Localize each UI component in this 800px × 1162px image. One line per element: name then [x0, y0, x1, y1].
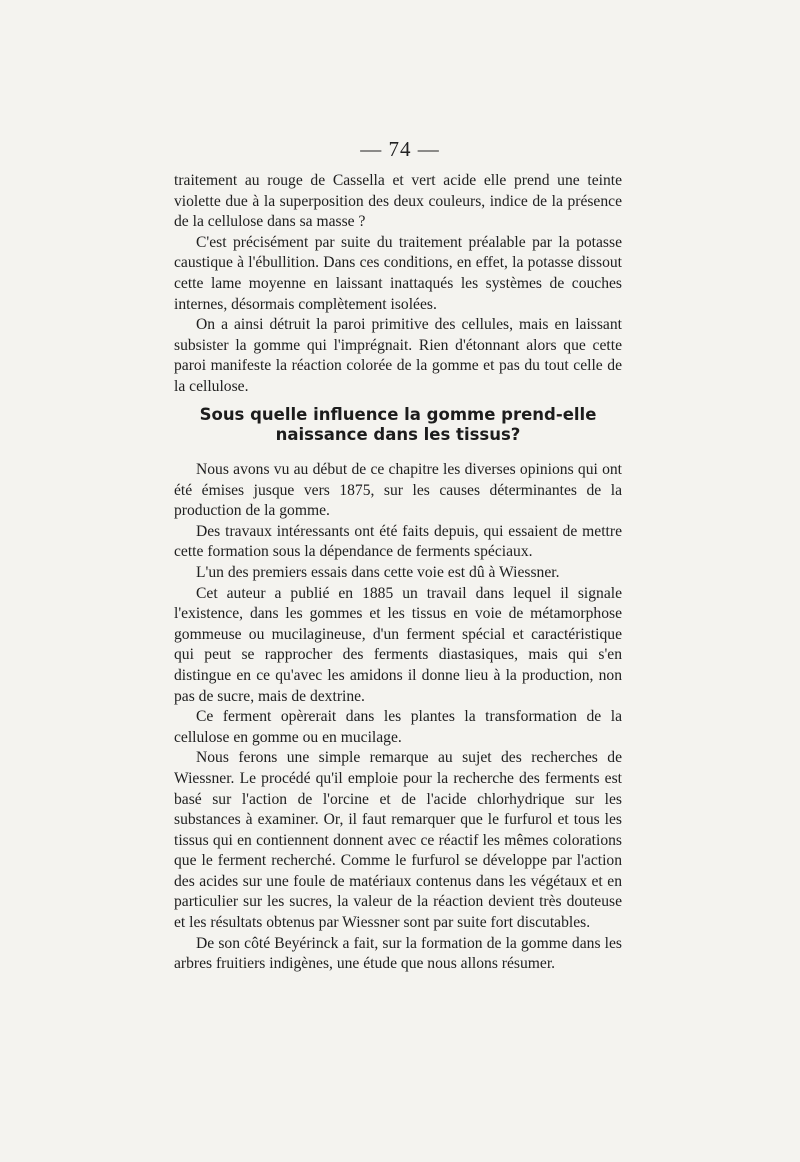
- paragraph: traitement au rouge de Cassella et vert acide elle prend une teinte violette due à la superposition des deux couleurs, indice de la présence de la cellulose dans sa masse ?: [174, 172, 622, 231]
- section-heading: [174, 405, 622, 445]
- section-heading-line-1: Sous quelle influence la gomme prend-elle: [199, 405, 597, 424]
- paragraph: Nous avons vu au début de ce chapitre les diverses opinions qui ont été émises jusque vers 1875, sur les causes déterminantes de la production de la gomme.: [174, 461, 622, 520]
- paragraph: Nous ferons une simple remarque au sujet des recherches de Wiessner. Le procédé qu'il emploie pour la recherche des ferments est basé sur l'action de l'orcine et de l'acide chlorhydrique sur les substances à examiner. Or, il faut remarquer que le furfurol et tous les tissus qui en contiennent donnent avec ce réactif les mêmes colorations que le ferment recherché. Comme le furfurol se développe par l'action des acides sur une foule de matériaux contenus dans les végétaux et en particulier sur les sucres, la valeur de la réaction devient très douteuse et les résultats obtenus par Wiessner sont par suite fort discutables.: [174, 749, 622, 932]
- section-heading-line-2: naissance dans les tissus?: [275, 425, 521, 444]
- text-block-top: [174, 171, 622, 398]
- paragraph: Ce ferment opèrerait dans les plantes la transformation de la cellulose en gomme ou en mucilage.: [174, 708, 622, 746]
- paragraph: C'est précisément par suite du traitement préalable par la potasse caustique à l'ébullition. Dans ces conditions, en effet, la potasse dissout cette lame moyenne en laissant inattaqués les systèmes de couches internes, désormais complètement isolées.: [174, 233, 622, 313]
- paragraph: On a ainsi détruit la paroi primitive des cellules, mais en laissant subsister la gomme qui l'imprégnait. Rien d'étonnant alors que cette paroi manifeste la réaction colorée de la gomme et pas du tout celle de la cellulose.: [174, 316, 622, 395]
- paragraph: De son côté Beyérinck a fait, sur la formation de la gomme dans les arbres fruitiers indigènes, une étude que nous allons résumer.: [174, 934, 622, 973]
- text-block-bottom: [174, 460, 622, 975]
- paragraph: L'un des premiers essais dans cette voie est dû à Wiessner.: [196, 563, 560, 581]
- paragraph: Cet auteur a publié en 1885 un travail dans lequel il signale l'existence, dans les gommes et les tissus en voie de métamorphose gommeuse ou mucilagineuse, d'un ferment spécial et caractéristique qui peut se rapprocher des ferments diastasiques, mais qui s'en distingue en ce qu'avec les amidons il donne lieu à la production, non pas de sucre, mais de dextrine.: [174, 584, 622, 705]
- paragraph: Des travaux intéressants ont été faits depuis, qui essaient de mettre cette formation sous la dépendance de ferments spéciaux.: [174, 522, 622, 561]
- page-number: — 74 —: [360, 137, 440, 161]
